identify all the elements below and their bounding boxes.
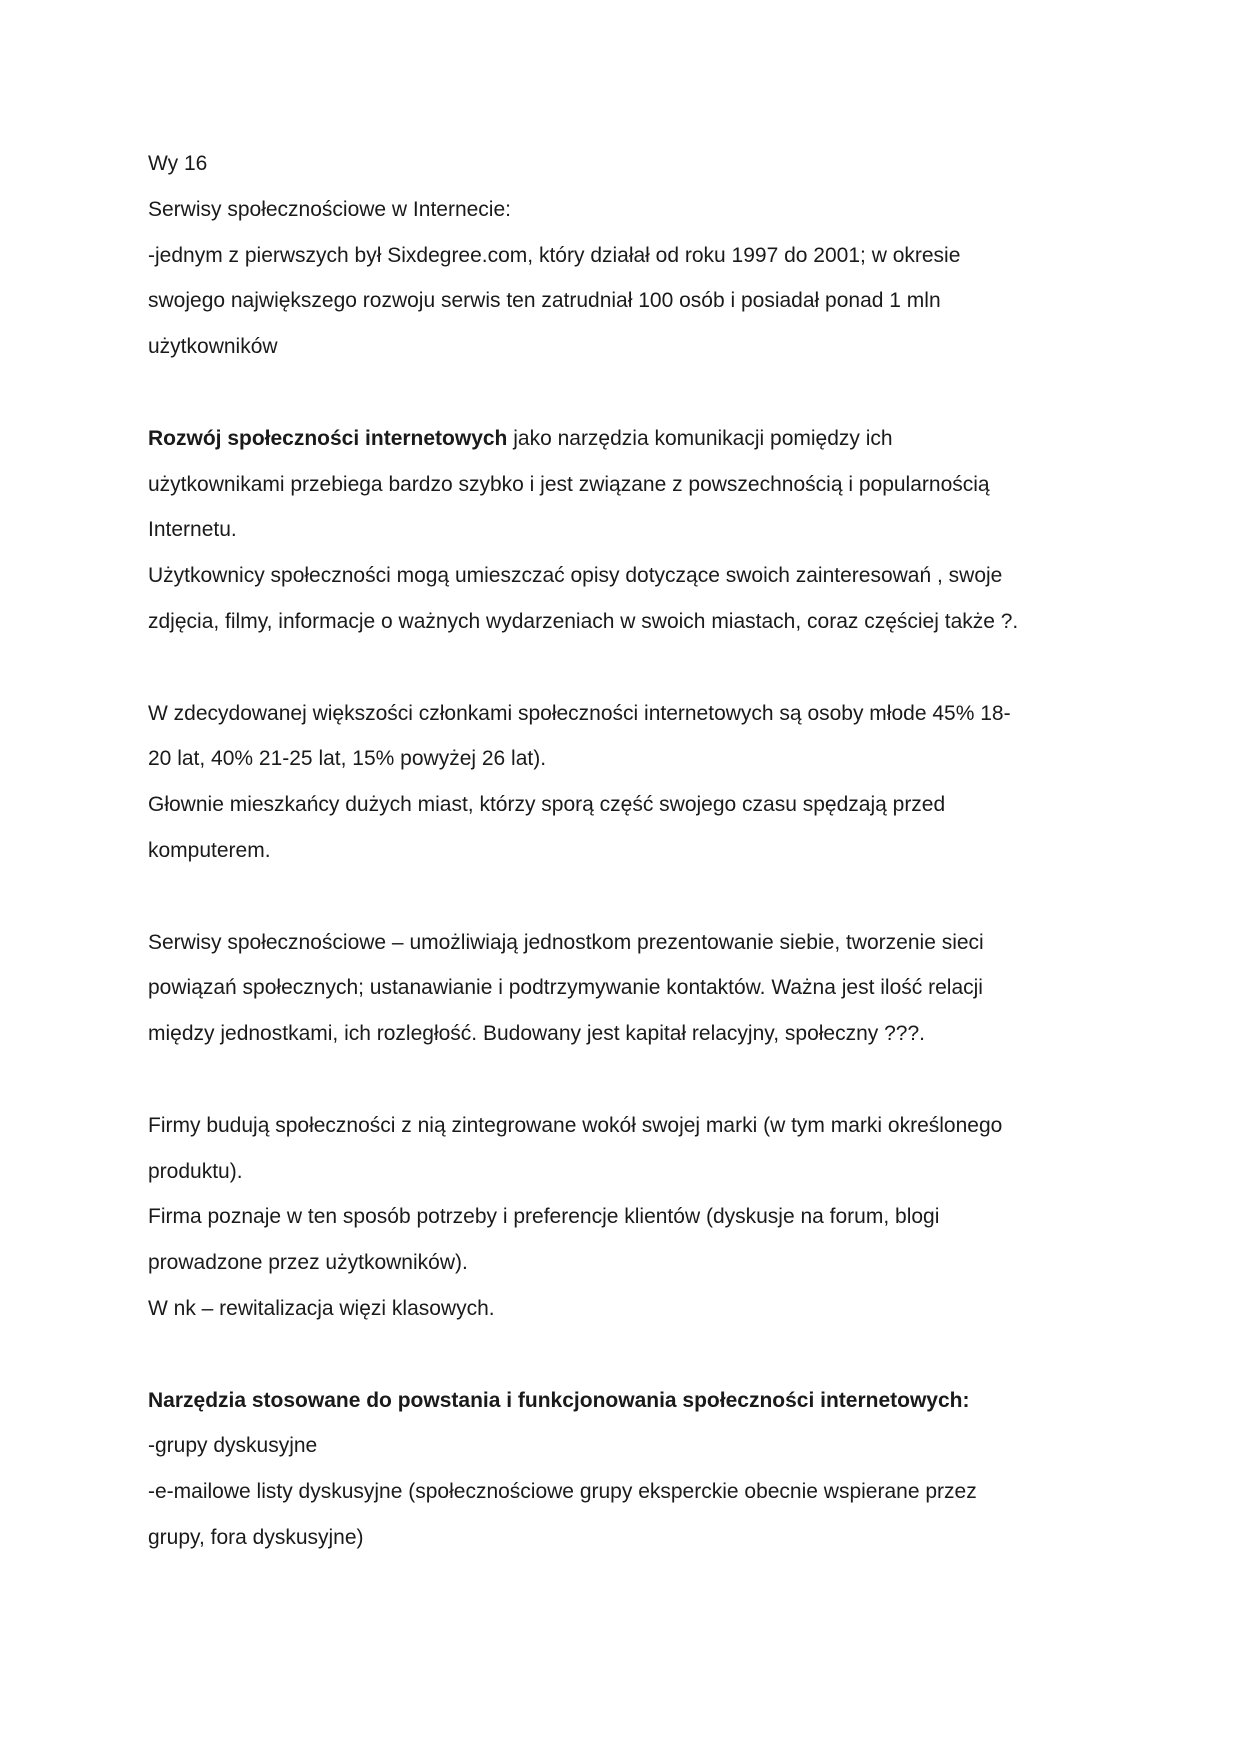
development-line: Użytkownicy społeczności mogą umieszczać opisy dotyczące swoich zainteresowań , swoje	[148, 564, 1003, 588]
demographics-line: komputerem.	[148, 838, 271, 862]
intro-line: swojego największego rozwoju serwis ten zatrudniał 100 osób i posiadał ponad 1 mln	[148, 289, 941, 313]
tools-line: -e-mailowe listy dyskusyjne (społecznościowe grupy eksperckie obecnie wspierane przez	[148, 1480, 977, 1504]
companies-line: Firma poznaje w ten sposób potrzeby i preferencje klientów (dyskusje na forum, blogi	[148, 1205, 940, 1229]
intro-title: Serwisy społecznościowe w Internecie:	[148, 197, 511, 221]
development-first-line	[148, 416, 1088, 462]
intro-line: -jednym z pierwszych był Sixdegree.com, który działał od roku 1997 do 2001; w okresie	[148, 243, 961, 267]
tools-line: -grupy dyskusyjne	[148, 1434, 318, 1458]
intro-line: użytkowników	[148, 335, 278, 359]
demographics-line: 20 lat, 40% 21-25 lat, 15% powyżej 26 lat).	[148, 747, 547, 771]
social-services-line: powiązań społecznych; ustanawianie i podtrzymywanie kontaktów. Ważna jest ilość relacji	[148, 976, 983, 1000]
development-bold-phrase: Rozwój społeczności internetowych	[148, 426, 508, 450]
paragraph-gap	[148, 645, 1088, 691]
development-line: Internetu.	[148, 518, 237, 542]
companies-line: W nk – rewitalizacja więzi klasowych.	[148, 1296, 495, 1320]
paragraph-gap	[148, 370, 1088, 416]
paragraph-gap	[148, 874, 1088, 920]
tools-heading-text: Narzędzia stosowane do powstania i funkcjonowania społeczności internetowych:	[148, 1388, 970, 1412]
paragraph-gap	[148, 1332, 1088, 1378]
document-body	[148, 141, 1088, 1561]
companies-line: Firmy budują społeczności z nią zintegrowane wokół swojej marki (w tym marki określonego	[148, 1113, 1003, 1137]
development-line-rest: jako narzędzia komunikacji pomiędzy ich	[507, 426, 893, 450]
development-line: użytkownikami przebiega bardzo szybko i jest związane z powszechnością i popularnością	[148, 472, 990, 496]
social-services-line: między jednostkami, ich rozległość. Budowany jest kapitał relacyjny, społeczny ???.	[148, 1022, 925, 1046]
companies-line: prowadzone przez użytkowników).	[148, 1251, 468, 1275]
demographics-line: W zdecydowanej większości członkami społeczności internetowych są osoby młode 45% 18-	[148, 701, 1011, 725]
social-services-line: Serwisy społecznościowe – umożliwiają jednostkom prezentowanie siebie, tworzenie sieci	[148, 930, 984, 954]
demographics-line: Głownie mieszkańcy dużych miast, którzy sporą część swojego czasu spędzają przed	[148, 793, 946, 817]
paragraph-gap	[148, 1057, 1088, 1103]
tools-heading	[148, 1378, 1088, 1424]
lecture-heading: Wy 16	[148, 152, 208, 175]
tools-line: grupy, fora dyskusyjne)	[148, 1525, 364, 1549]
development-line: zdjęcia, filmy, informacje o ważnych wydarzeniach w swoich miastach, coraz częściej także ?.	[148, 609, 1019, 633]
companies-line: produktu).	[148, 1159, 243, 1183]
